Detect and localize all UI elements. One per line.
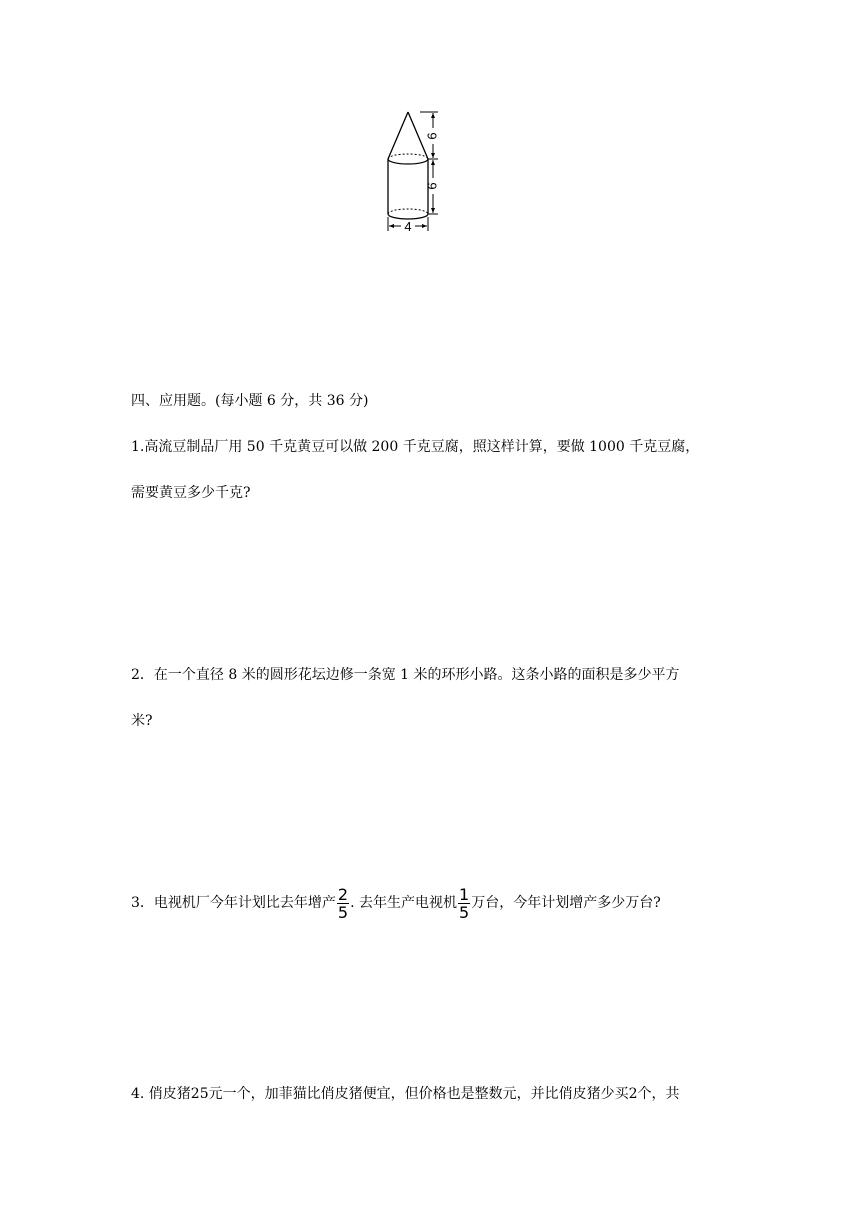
section-heading: 四、应用题。(每小题 6 分，共 36 分) [131,393,369,409]
fraction-numerator: 1 [459,884,470,904]
dim-arrow [431,113,435,118]
fraction-denominator: 5 [459,902,470,922]
question-4-line-1: 4. 俏皮猪25元一个，加菲猫比俏皮猪便宜，但价格也是整数元，并比俏皮猪少买2个，共 [131,1086,680,1102]
fraction-denominator: 5 [337,902,349,922]
dim-arrow [431,208,435,213]
question-3-part-3: 万台，今年计划增产多少万台? [471,895,661,911]
top-ellipse-back [388,154,428,159]
question-3-part-2: . 去年生产电视机 [350,895,458,911]
fraction-numerator: 2 [337,884,349,904]
dim-arrow [431,153,435,158]
cone-on-cylinder-figure [376,104,456,240]
diameter-label: 4 [404,219,412,234]
top-ellipse-front [388,159,428,164]
bottom-ellipse-back [388,209,428,214]
dim-arrow [431,160,435,165]
cone-left-edge [388,112,408,159]
cylinder-height-label: 6 [424,182,440,190]
question-1-line-1: 1.高流豆制品厂用 50 千克黄豆可以做 200 千克豆腐，照这样计算，要做 1000 千克豆腐， [131,439,700,455]
question-3 [131,883,661,923]
question-2-line-2: 米? [131,713,153,729]
question-3-part-1: 3．电视机厂今年计划比去年增产 [131,895,336,911]
question-1-line-2: 需要黄豆多少千克? [131,485,251,501]
question-2-line-1: 2．在一个直径 8 米的圆形花坛边修一条宽 1 米的环形小路。这条小路的面积是多少平方 [131,667,680,683]
fraction-one-fifth [458,886,470,921]
dim-arrow [389,224,394,228]
fraction-two-fifths [337,886,349,921]
dim-arrow [422,224,427,228]
cone-height-label: 6 [424,132,440,140]
